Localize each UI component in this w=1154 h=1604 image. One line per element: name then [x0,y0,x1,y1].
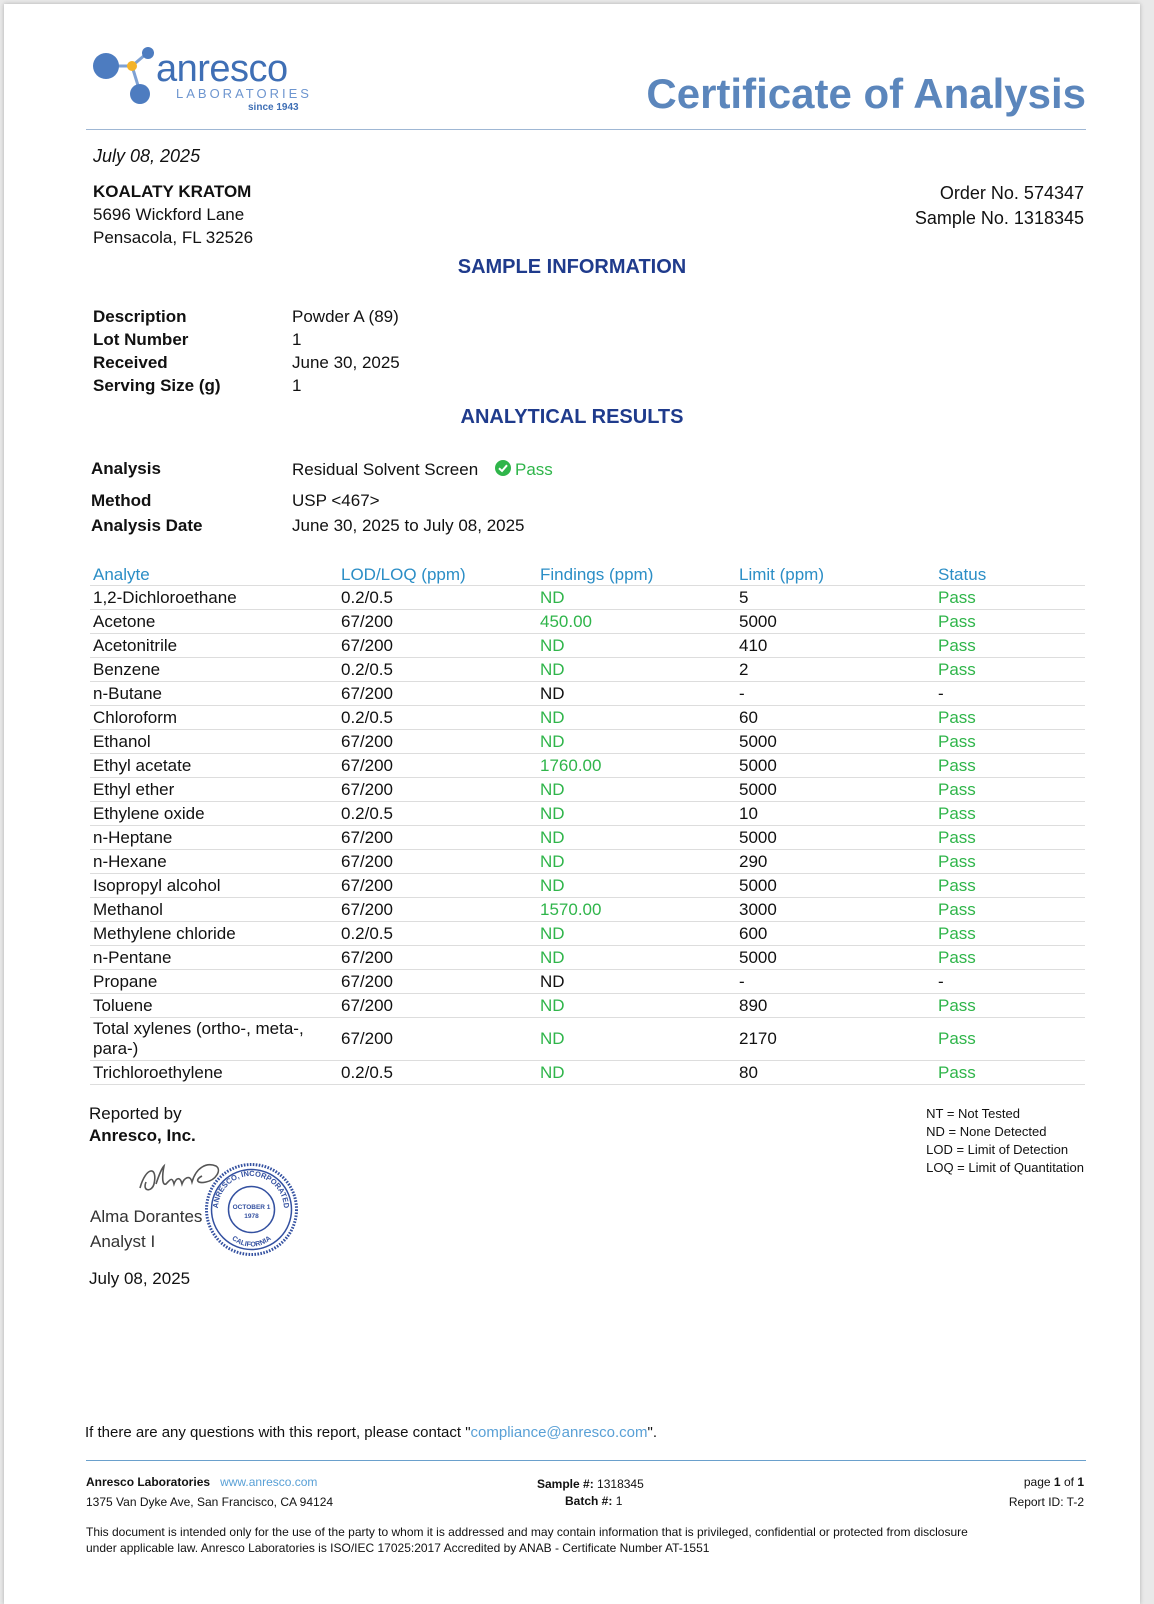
table-row [90,922,1085,946]
footer-batch-value: 1 [615,1494,623,1508]
cell-lod-loq: 67/200 [338,730,537,754]
cell-limit: 80 [736,1061,935,1085]
cell-findings: 1760.00 [537,754,736,778]
client-address-line1: 5696 Wickford Lane [93,205,245,224]
serving-size-value: 1 [292,376,302,395]
legend-nd: ND = None Detected [926,1124,1047,1139]
footer-lab-name: Anresco Laboratories [86,1475,211,1489]
cell-status: Pass [935,994,1085,1018]
table-row [90,682,1085,706]
cell-limit: 890 [736,994,935,1018]
cell-analyte: Acetonitrile [90,634,338,658]
lot-number-value: 1 [292,330,302,349]
cell-status: Pass [935,826,1085,850]
cell-analyte: Total xylenes (ortho-, meta-, para-) [90,1018,338,1061]
footer-page-prefix: page [1023,1475,1051,1489]
legend-nt: NT = Not Tested [926,1106,1020,1121]
footer-sample-label: Sample #: [537,1477,594,1491]
cell-status: Pass [935,778,1085,802]
footer-address: 1375 Van Dyke Ave, San Francisco, CA 94124 [86,1495,334,1509]
footer-page-total: 1 [1077,1475,1084,1489]
footer-disclaimer-line2: under applicable law. Anresco Laboratories is ISO/IEC 17025:2017 Accredited by ANAB - Certificate Number AT-1551 [86,1541,710,1555]
cell-status: Pass [935,610,1085,634]
table-row [90,778,1085,802]
table-row [90,1018,1085,1061]
client-address-line2: Pensacola, FL 32526 [93,228,254,247]
footer-batch-label: Batch #: [565,1494,613,1508]
table-row [90,850,1085,874]
method-value: USP <467> [292,491,380,510]
footer-batch [565,1494,622,1508]
cell-status: Pass [935,946,1085,970]
table-row [90,634,1085,658]
cell-limit: 5000 [736,778,935,802]
cell-findings: ND [537,1061,736,1085]
analysis-label: Analysis [91,459,161,478]
cell-limit: 5000 [736,874,935,898]
cell-lod-loq: 67/200 [338,610,537,634]
signature-date: July 08, 2025 [89,1269,191,1288]
cell-limit: 5 [736,586,935,610]
logo-since: since 1943 [248,102,299,113]
reported-by-company: Anresco, Inc. [89,1126,196,1145]
cell-findings: 1570.00 [537,898,736,922]
contact-prefix: If there are any questions with this report, please contact " [85,1424,471,1441]
cell-limit: 5000 [736,946,935,970]
table-row [90,586,1085,610]
cell-status: Pass [935,634,1085,658]
cell-findings: ND [537,946,736,970]
header-divider [86,129,1086,130]
cell-status: Pass [935,898,1085,922]
cell-lod-loq: 0.2/0.5 [338,802,537,826]
cell-lod-loq: 67/200 [338,994,537,1018]
cell-lod-loq: 67/200 [338,874,537,898]
cell-limit: 2 [736,658,935,682]
footer-lab [86,1475,317,1489]
cell-limit: 10 [736,802,935,826]
header-lod-loq: LOD/LOQ (ppm) [338,562,537,586]
cell-lod-loq: 67/200 [338,850,537,874]
description-label: Description [93,307,187,326]
cell-findings: ND [537,706,736,730]
cell-status: - [935,682,1085,706]
cell-analyte: Chloroform [90,706,338,730]
certificate-page [4,4,1140,1604]
cell-lod-loq: 0.2/0.5 [338,586,537,610]
corporate-seal [204,1162,299,1257]
results-header-row [90,562,1085,586]
cell-analyte: Ethyl acetate [90,754,338,778]
footer-website-link[interactable]: www.anresco.com [220,1475,318,1489]
cell-status: Pass [935,850,1085,874]
sample-information-heading: SAMPLE INFORMATION [457,256,687,278]
cell-analyte: Toluene [90,994,338,1018]
received-value: June 30, 2025 [292,353,400,372]
cell-lod-loq: 67/200 [338,1018,537,1061]
header-limit: Limit (ppm) [736,562,935,586]
cell-analyte: n-Heptane [90,826,338,850]
cell-findings: ND [537,634,736,658]
table-row [90,610,1085,634]
cell-status: Pass [935,586,1085,610]
results-table [90,562,1085,1085]
analysis-date-label: Analysis Date [91,516,203,535]
cell-findings: ND [537,658,736,682]
cell-limit: 5000 [736,730,935,754]
cell-status: - [935,970,1085,994]
cell-lod-loq: 0.2/0.5 [338,1061,537,1085]
cell-lod-loq: 0.2/0.5 [338,922,537,946]
table-row [90,754,1085,778]
header-analyte: Analyte [90,562,338,586]
cell-lod-loq: 67/200 [338,826,537,850]
cell-findings: 450.00 [537,610,736,634]
seal-date-line2: 1978 [244,1213,259,1220]
cell-limit: 5000 [736,754,935,778]
footer-page-of: of [1063,1475,1074,1489]
cell-findings: ND [537,778,736,802]
analysis-date-value: June 30, 2025 to July 08, 2025 [292,516,525,535]
table-row [90,658,1085,682]
cell-limit: 410 [736,634,935,658]
cell-findings: ND [537,874,736,898]
cell-findings: ND [537,730,736,754]
contact-line [85,1424,657,1441]
cell-lod-loq: 67/200 [338,682,537,706]
cell-findings: ND [537,922,736,946]
cell-limit: - [736,682,935,706]
analysis-status: Pass [515,460,553,479]
table-row [90,826,1085,850]
cell-limit: 290 [736,850,935,874]
check-circle-icon [495,460,511,476]
logo-subtitle: LABORATORIES [176,86,312,101]
cell-findings: ND [537,802,736,826]
seal-date-line1: OCTOBER 1 [232,1204,271,1211]
footer-disclaimer: This document is intended only for the use of the party to whom it is addressed and may contain information that is privileged, confidential or protected from disclosure [86,1525,968,1539]
cell-analyte: Benzene [90,658,338,682]
cell-lod-loq: 67/200 [338,754,537,778]
cell-lod-loq: 67/200 [338,970,537,994]
cell-limit: 5000 [736,610,935,634]
lot-number-label: Lot Number [93,330,189,349]
cell-lod-loq: 0.2/0.5 [338,658,537,682]
cell-analyte: Propane [90,970,338,994]
method-label: Method [91,491,152,510]
cell-limit: 5000 [736,826,935,850]
order-number: Order No. 574347 [939,183,1084,203]
table-row [90,802,1085,826]
cell-status: Pass [935,1018,1085,1061]
table-row [90,1061,1085,1085]
table-row [90,994,1085,1018]
cell-analyte: n-Pentane [90,946,338,970]
cell-findings: ND [537,826,736,850]
cell-findings: ND [537,970,736,994]
anresco-molecule-logo-icon [88,44,160,108]
footer-page-num: 1 [1053,1475,1061,1489]
table-row [90,874,1085,898]
cell-status: Pass [935,706,1085,730]
table-row [90,946,1085,970]
seal-top-text: ANRESCO, INCORPORATED [210,1168,292,1209]
seal-bottom-text: CALIFORNIA [230,1235,273,1249]
description-value: Powder A (89) [292,307,399,326]
cell-analyte: Acetone [90,610,338,634]
footer-divider [86,1460,1086,1461]
cell-findings: ND [537,850,736,874]
header-findings: Findings (ppm) [537,562,736,586]
analyst-name: Alma Dorantes [90,1207,203,1226]
cell-analyte: Ethylene oxide [90,802,338,826]
cell-status: Pass [935,802,1085,826]
cell-analyte: Trichloroethylene [90,1061,338,1085]
cell-analyte: Methanol [90,898,338,922]
cell-analyte: n-Butane [90,682,338,706]
cell-lod-loq: 67/200 [338,898,537,922]
cell-lod-loq: 0.2/0.5 [338,706,537,730]
document-title: Certificate of Analysis [646,70,1086,117]
cell-analyte: 1,2-Dichloroethane [90,586,338,610]
contact-suffix: ". [647,1424,658,1441]
cell-status: Pass [935,658,1085,682]
analysis-value: Residual Solvent Screen [292,460,479,479]
cell-lod-loq: 67/200 [338,634,537,658]
sample-number: Sample No. 1318345 [914,208,1084,228]
analyst-role: Analyst I [90,1232,156,1251]
header-status: Status [935,562,1085,586]
logo-wordmark: anresco [156,48,288,90]
compliance-email-link[interactable]: compliance@anresco.com [470,1424,648,1441]
footer-page [1024,1475,1084,1489]
cell-lod-loq: 67/200 [338,778,537,802]
cell-status: Pass [935,730,1085,754]
cell-limit: 60 [736,706,935,730]
abbreviation-legend [926,1105,1084,1177]
footer-sample [537,1477,644,1491]
footer-sample-value: 1318345 [597,1477,644,1491]
table-row [90,730,1085,754]
cell-status: Pass [935,1061,1085,1085]
cell-findings: ND [537,682,736,706]
cell-analyte: n-Hexane [90,850,338,874]
cell-findings: ND [537,994,736,1018]
cell-limit: - [736,970,935,994]
cell-findings: ND [537,1018,736,1061]
cell-findings: ND [537,586,736,610]
legend-loq: LOQ = Limit of Quantitation [926,1160,1084,1175]
reported-by-label: Reported by [89,1104,182,1123]
client-name: KOALATY KRATOM [93,182,252,201]
cell-lod-loq: 67/200 [338,946,537,970]
cell-limit: 3000 [736,898,935,922]
cell-analyte: Ethanol [90,730,338,754]
cell-status: Pass [935,922,1085,946]
table-row [90,970,1085,994]
cell-status: Pass [935,754,1085,778]
cell-status: Pass [935,874,1085,898]
legend-lod: LOD = Limit of Detection [926,1142,1069,1157]
table-row [90,898,1085,922]
cell-analyte: Methylene chloride [90,922,338,946]
cell-limit: 2170 [736,1018,935,1061]
received-label: Received [93,353,168,372]
cell-limit: 600 [736,922,935,946]
footer-report-id: Report ID: T-2 [1008,1495,1084,1509]
results-body [90,586,1085,1085]
serving-size-label: Serving Size (g) [93,376,221,395]
table-row [90,706,1085,730]
cell-analyte: Ethyl ether [90,778,338,802]
analytical-results-heading: ANALYTICAL RESULTS [460,406,684,428]
report-date: July 08, 2025 [93,146,201,166]
cell-analyte: Isopropyl alcohol [90,874,338,898]
